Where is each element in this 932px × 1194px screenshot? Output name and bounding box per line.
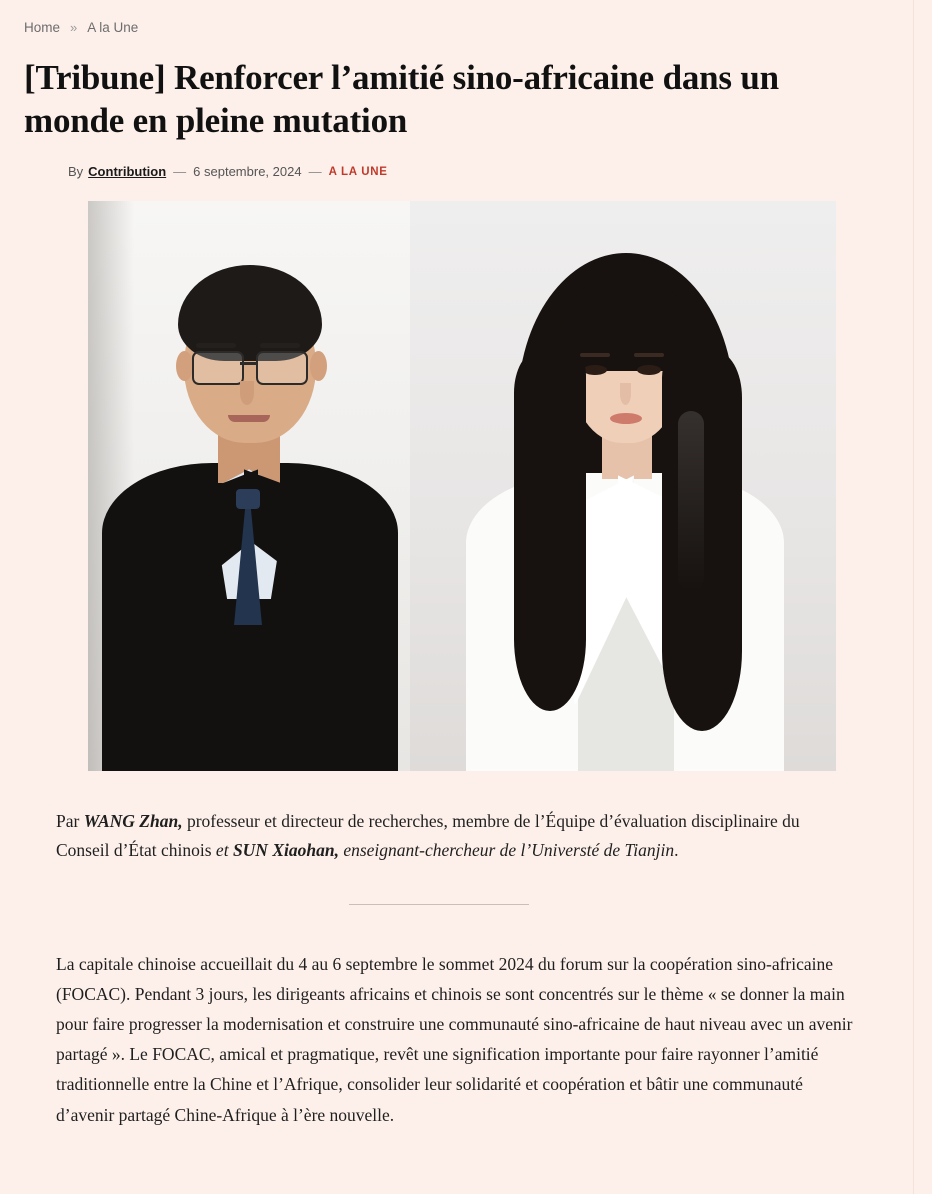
- portrait-left-glasses-bridge: [240, 362, 256, 365]
- page-title: [Tribune] Renforcer l’amitié sino-africaine dans un monde en pleine mutation: [24, 58, 779, 140]
- lead-author-2: SUN Xiaohan,: [232, 839, 339, 860]
- portrait-left-mouth: [228, 415, 270, 422]
- article-lead: [56, 807, 854, 864]
- portrait-left: [88, 201, 410, 771]
- lead-part-2: professeur et directeur de recherches, membre de l’Équipe d’évaluation disciplinaire du Conseil d’État chinois: [56, 811, 800, 860]
- portrait-right: [410, 201, 836, 771]
- portrait-right-hair-sheen: [678, 411, 704, 591]
- portrait-left-brow-left: [196, 343, 236, 348]
- breadcrumb-item-home[interactable]: Home: [24, 20, 61, 35]
- portrait-left-glasses-right: [256, 351, 308, 385]
- lead-part-4: .: [674, 839, 679, 860]
- byline-label: By: [68, 164, 84, 180]
- breadcrumb: [24, 0, 854, 35]
- portrait-right-brow-left: [580, 353, 610, 357]
- meta-dash-1: —: [173, 164, 187, 180]
- category-link[interactable]: A LA UNE: [328, 165, 388, 178]
- hero-image: [88, 201, 836, 771]
- lead-author-1: WANG Zhan,: [83, 811, 183, 832]
- lead-part-1: Par: [56, 811, 84, 832]
- lead-conjunction: et: [215, 839, 233, 860]
- page-right-gutter: [913, 0, 932, 1194]
- author-link[interactable]: Contribution: [88, 164, 167, 180]
- portrait-left-tie-knot: [236, 489, 260, 509]
- breadcrumb-separator-icon: »: [70, 20, 78, 35]
- section-divider: [349, 904, 529, 905]
- breadcrumb-item-current[interactable]: A la Une: [87, 20, 139, 35]
- portrait-left-brow-right: [260, 343, 300, 348]
- portrait-left-glasses-left: [192, 351, 244, 385]
- portrait-right-hair-left: [514, 351, 586, 711]
- portrait-right-brow-right: [634, 353, 664, 357]
- article-body-paragraph: La capitale chinoise accueillait du 4 au 6 septembre le sommet 2024 du forum sur la coopération sino-africaine (FOCAC). Pendant 3 jours, les dirigeants africains et chinois se sont concentrés sur le thème « se donner la main pour faire progresser la modernisation et construire une communauté sino-africaine de haut niveau avec un avenir partagé ». Le FOCAC, amical et pragmatique, revêt une signification importante pour faire rayonner l’amitié traditionnelle entre la Chine et l’Afrique, consolider leur solidarité et coopération et bâtir une communauté d’avenir partagé Chine-Afrique à l’ère nouvelle.: [56, 954, 853, 1125]
- article-meta: [24, 164, 854, 179]
- meta-dash-2: —: [308, 164, 322, 180]
- publish-date: 6 septembre, 2024: [193, 164, 302, 180]
- lead-part-3: enseignant-chercheur de l’Universté de Tianjin: [338, 839, 675, 860]
